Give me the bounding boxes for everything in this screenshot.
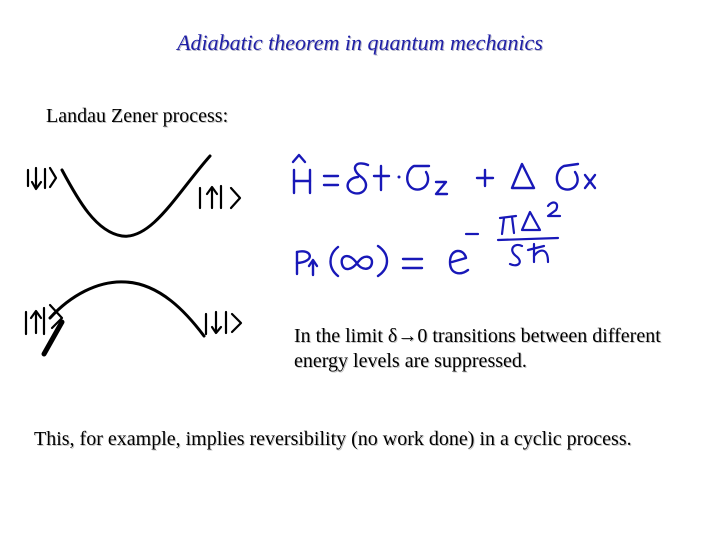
exponent-expression [466,203,560,266]
equals-sign-1 [324,176,338,185]
reversibility-statement: This, for example, implies reversibility (no work done) in a cyclic process. [34,428,632,450]
ket-down-bottom-right [206,312,241,334]
sigma-x-symbol [557,164,595,190]
limit-rest: 0 transitions between different energy levels are suppressed. [294,325,661,372]
ket-up-top-right [200,186,240,208]
limit-statement [294,324,704,374]
sigma-z-symbol [407,166,447,194]
delta-glyph: δ [387,325,398,347]
limit-prefix: In the limit [294,325,388,347]
upper-branch-curve [50,282,204,336]
lower-branch-curve [62,156,210,236]
ket-up-bottom-left [26,305,62,334]
hamiltonian-symbol [293,155,310,193]
probability-symbol [297,246,387,276]
gap-symbol [512,164,534,188]
arrow-glyph: → [397,325,418,347]
plus-sign [477,170,493,186]
delta-symbol [348,163,368,193]
equals-sign-2 [403,259,422,268]
ket-down-top-left [28,168,56,189]
exponential-e [450,251,468,273]
slide-title: Adiabatic theorem in quantum mechanics [177,30,543,55]
time-symbol [374,166,389,190]
landau-zener-heading: Landau Zener process: [46,105,229,127]
